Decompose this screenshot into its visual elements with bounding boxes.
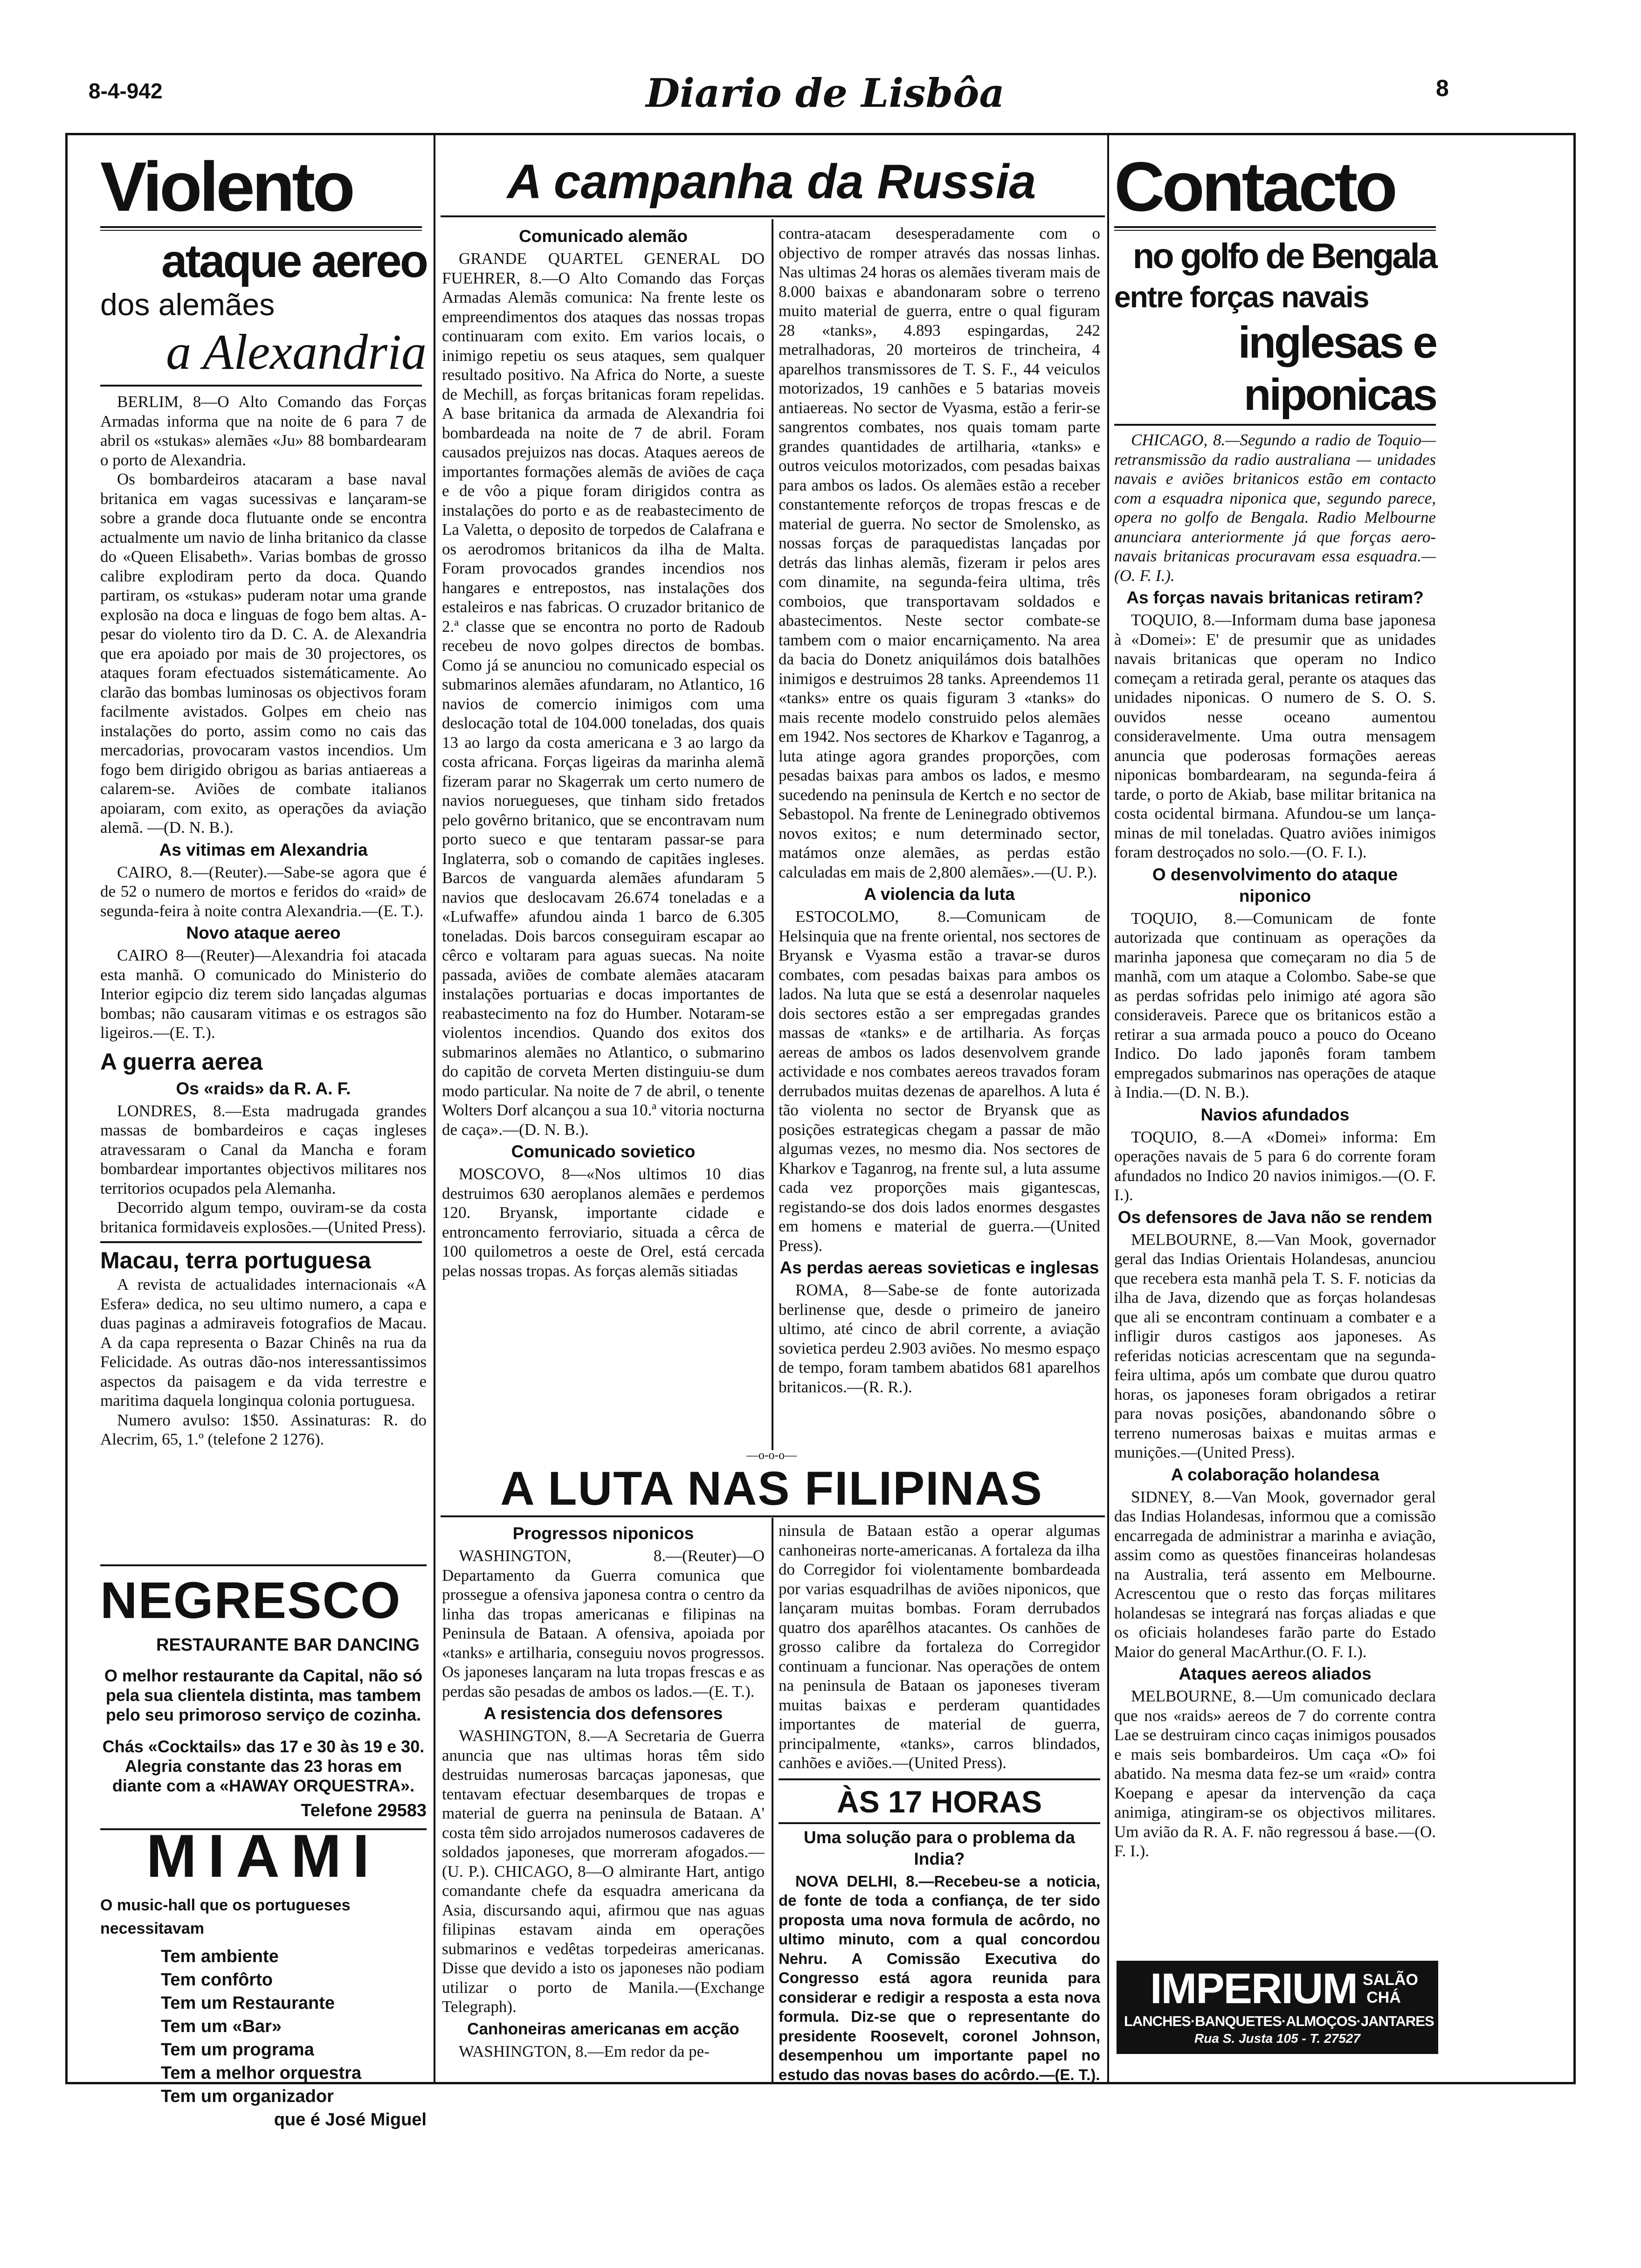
subheading: As vitimas em Alexandria — [159, 840, 368, 859]
subheading: A colaboração holandesa — [1171, 1465, 1379, 1484]
russia-column-1 — [442, 224, 765, 1280]
separator: —o-o-o— — [746, 1448, 797, 1462]
left-column — [100, 147, 427, 1449]
article-paragraph: GRANDE QUARTEL GENERAL DO FUEHRER, 8.—O Alto Comando das Forças Armadas Alemãs comunica: Na frente leste os empreendimentos dos ataques das nossas tropas continuaram com exito. Em varios locais, o inimigo repetiu os seus ataques, sem qualquer resultado positivo. Na Africa do Norte, a sueste de Mechill, as forças britanicas foram repelidas. A base britanica da armada de Alexandria foi bombardeada na noite de 7 de abril. Foram causados prejuizos nas docas. Ataques aereos de importantes formações alemãs de aviões de caça e de vôo a pique foram dirigidos contra as instalações do porto e as de reabastecimento de La Valetta, o deposito de torpedos de Calafrana e os aerodromos britanicos da ilha de Malta. Foram provocados grandes incendios nos hangares e entrepostos, nas instalações dos estaleiros e nas fabricas. O cruzador britanico de 2.ª classe que se encontra no porto de Radoub recebeu de novo golpes directos de bombas. Como já se anunciou no comunicado especial os submarinos alemães afundaram, no Atlantico, 16 navios de comercio inimigos com uma deslocação total de 104.000 toneladas, dos quais 13 ao largo da costa americana e 3 ao largo da costa africana. Forças ligeiras da marinha alemã fizeram parar no Skagerrak um certo numero de navios noruegueses, que tinham sido fretados pelo govêrno britanico, que se encontravam num porto sueco e que tentaram passar-se para Inglaterra, sob o comando de capitães ingleses. Barcos de vanguarda alemães afundaram 5 navios que deslocavam 26.674 toneladas e a «Lufwaffe» afundou ainda 1 barco de 6.305 toneladas. Dois barcos conseguiram escapar ao cêrco e voltaram para aguas suecas. Na noite passada, aviões de combate alemães atacaram instalações portuarias e docas importantes de reabastecimento na foz do Humber. Notaram-se violentos incendios. Quando dos exitos dos submarinos alemães no Atlantico, o submarino do capitão de corveta Merten distinguiu-se dum modo particular. Na noite de 7 de abril, o tenente Wolters Dorf alcançou a sua 10.ª vitoria nocturna de caça».—(D. N. B.). — [442, 249, 765, 1139]
subheading: Progressos niponicos — [512, 1524, 694, 1543]
article-paragraph: Numero avulso: 1$50. Assinaturas: R. do Alecrim, 65, 1.º (telefone 2 1276). — [100, 1411, 427, 1448]
article-paragraph: WASHINGTON, 8.—(Reuter)—O Departamento da Guerra comunica que prossegue a ofensiva japonesa contra o centro da linha das tropas americanas e filipinas na Peninsula de Bataan. A ofensiva, apoiada por «tanks» e artilharia, conseguiu novos progressos. Os japoneses lançaram na luta tropas frescas e as perdas são pesadas de ambos os lados.—(E. T.). — [442, 1547, 765, 1701]
article-paragraph: A revista de actualidades internacionais «A Esfera» dedica, no seu ultimo numero, a capa e duas paginas a admiraveis fotografios de Macau. A da capa representa o Bazar Chinês na rua da Felicidade. As outras dão-nos interessantissimos aspectos da paisagem e da vida terrestre e maritima daquela longinqua colonia portuguesa. — [100, 1275, 427, 1410]
negresco-text: Chás «Cocktails» das 17 e 30 às 19 e 30. Alegria constante das 23 horas em diante com a «HAWAY ORQUESTRA». — [102, 1737, 425, 1795]
miami-title: MIAMI — [146, 1822, 381, 1890]
imperium-ad — [1117, 1961, 1438, 2054]
rule — [441, 1515, 1105, 1517]
right-column — [1114, 147, 1436, 1861]
subheading: A violencia da luta — [864, 885, 1015, 904]
subheading: Os «raids» da R. A. F. — [176, 1079, 351, 1098]
subheading: Novo ataque aereo — [186, 923, 341, 942]
subheading: Os defensores de Java não se rendem — [1117, 1207, 1433, 1227]
subheading: Ataques aereos aliados — [1179, 1664, 1372, 1683]
article-paragraph: Decorrido algum tempo, ouviram-se da costa britanica formidaveis explosões.—(United Press). — [100, 1198, 427, 1236]
miami-item: Tem um Restaurante — [161, 1993, 335, 2013]
page-number: 8 — [1436, 75, 1449, 101]
article-paragraph: SIDNEY, 8.—Van Mook, governador geral das Indias Holandesas, informou que a comissão encarregada de administrar a marinha e aviação, assim como as questões financeiras holandesas na Australia, terá assento em Melbourne. Acrescentou que o resto das forças militares holandesas se integrará nas forças aliadas e que os oficiais holandeses farão parte do Estado Maior do general MacArthur.(O. F. I.). — [1114, 1487, 1436, 1661]
rule — [100, 226, 422, 228]
headline-17-horas: ÀS 17 HORAS — [836, 1784, 1042, 1819]
article-paragraph: CAIRO 8—(Reuter)—Alexandria foi atacada esta manhã. O comunicado do Ministerio do Interior egipcio diz terem sido lançadas algumas bombas; não causaram vitimas e os estragos são ligeiros.—(E. T.). — [100, 946, 427, 1042]
article-paragraph: TOQUIO, 8.—Comunicam de fonte autorizada que continuam as operações da marinha japonesa que começaram no dia 5 de manhã, com um ataque a Colombo. Sabe-se que as perdas sofridas pelo inimigo até agora são consideraveis. Parece que os britanicos estão a retirar a sua armada pouco a pouco do Oceano Indico. Do lado japonês foram tambem empregados submarinos nas operações de ataque à India.—(D. N. B.). — [1114, 909, 1436, 1101]
headline-dos-alemaes: dos alemães — [100, 287, 275, 322]
article-paragraph: MELBOURNE, 8.—Van Mook, governador geral das Indias Orientais Holandesas, anunciou que recebera esta manhã pela T. S. F. noticias da ilha de Java, dizendo que as forças holandesas que ali se encontram continuam a combater e a infligir duros castigos aos japoneses. As referidas noticias acrescentam que na segunda-feira ultima, após um combate que durou quatro horas, os japoneses foram obrigados a retirar para novas posições, abandonando sôbre o terreno numerosas baixas e muitas armas e munições.—(United Press). — [1114, 1230, 1436, 1461]
article-paragraph: NOVA DELHI, 8.—Recebeu-se a noticia, de fonte de toda a confiança, de ter sido proposta uma nova formula de acôrdo, no ultimo minuto, com a qual concordou Nehru. A Comissão Executiva do Congresso está agora reunida para considerar e redigir a resposta a esta nova formula. Diz-se que o representante do presidente Roosevelt, coronel Johnson, desempenhou um importante papel no estudo das novas bases do acôrdo.—(E. T.). — [779, 1872, 1100, 2083]
rule — [441, 215, 1105, 217]
imperium-subtitle: LANCHES·BANQUETES·ALMOÇOS·JANTARES — [1124, 2013, 1434, 2029]
imperium-address: Rua S. Justa 105 - T. 27527 — [1194, 2031, 1360, 2046]
article-paragraph: ROMA, 8—Sabe-se de fonte autorizada berlinense que, desde o primeiro de janeiro ultimo, até cinco de abril corrente, a aviação sovietica perdeu 2.903 aviões. No mesmo espaço de tempo, foram tambem abatidos 681 aparelhos britanicos.—(R. R.). — [779, 1281, 1100, 1396]
imperium-side: SALÃO CHÁ — [1363, 1971, 1418, 2006]
headline-macau: Macau, terra portuguesa — [100, 1247, 371, 1273]
article-paragraph: ninsula de Bataan estão a operar algumas canhoneiras norte-americanas. A fortaleza da ilha do Corregidor foi violentamente bombardeada por varias esquadrilhas de aviões niponicos, que lançaram muitas bombas. Foram derrubados quatro dos aparêlhos atacantes. Os canhões de grosso calibre da fortaleza do Corregidor continuam a funcionar. Nas operações de ontem na peninsula de Bataan os japoneses tiveram muitas baixas e perderam quantidades importantes de material de guerra, principalmente, «tanks», carros blindados, canhões e aviões.—(United Press). — [779, 1521, 1100, 1772]
rule — [1114, 424, 1436, 426]
rule — [100, 1241, 422, 1243]
miami-item: Tem um programa — [161, 2040, 314, 2060]
negresco-text: O melhor restaurante da Capital, não só pela sua clientela distinta, mas tambem pelo seu primoroso serviço de cozinha. — [104, 1666, 423, 1724]
subheading: Comunicado alemão — [519, 227, 688, 246]
column-divider — [1107, 135, 1109, 2082]
rule — [779, 1822, 1100, 1824]
masthead-title: Diario de Lisbôa — [646, 70, 1005, 116]
article-paragraph: MOSCOVO, 8—«Nos ultimos 10 dias destruimos 630 aeroplanos alemães e perdemos 120. Bryansk, importante cidade e entroncamento ferroviario, situada a cêrca de 100 quilometros a oeste de Orel, está cercada pelas nossas tropas. As forças alemãs sitiadas — [442, 1165, 765, 1280]
article-paragraph: TOQUIO, 8.—Informam duma base japonesa à «Domei»: E' de presumir que as unidades navais britanicas que operam no Indico começam a retirada geral, perante os ataques das unidades niponicas. O numero de S. O. S. ouvidos nesse oceano aumentou consideravelmente. Uma outra mensagem anuncia que poderosas formações aereas niponicas bombardearam, na segunda-feira á tarde, o porto de Akiab, base militar britanica na costa ocidental birmana. Afundou-se um lança-minas de mil toneladas. Quatro aviões inimigos foram destroçados no solo.—(O. F. I.). — [1114, 611, 1436, 861]
rule — [100, 230, 422, 231]
miami-item: Tem um «Bar» — [161, 2017, 282, 2036]
rule — [100, 385, 422, 387]
subheading: Navios afundados — [1200, 1105, 1350, 1124]
article-paragraph: ESTOCOLMO, 8.—Comunicam de Helsinquia que na frente oriental, nos sectores de Bryansk e Vyasma estão a travar-se duros combates, com pesadas baixas para ambos os lados. Na luta que se está a desenrolar naqueles dois sectores estão a ser empregadas grandes massas de «tanks» e de artilharia. As forças aereas de ambos os lados desenvolvem grande actividade e nos combates aereos travados foram derrubados muitas dezenas de aparelhos. A luta é tão violenta no sector de Bryansk que as posições estrategicas chegam a passar de mão algumas vezes, no mesmo dia. Nos sectores de Kharkov e Taganrog, na frente sul, a luta assume cada vez proporções mais gigantescas, registando-se dos dois lados enormes desgastes em homens e material de guerra.—(United Press). — [779, 907, 1100, 1255]
column-divider — [772, 1518, 773, 2082]
miami-ad — [100, 1821, 427, 2131]
negresco-phone: Telefone 29583 — [301, 1801, 427, 1820]
russia-column-2 — [779, 224, 1100, 1397]
rule — [100, 1564, 427, 1566]
headline-luta-filipinas: A LUTA NAS FILIPINAS — [500, 1462, 1043, 1515]
article-paragraph: Os bombardeiros atacaram a base naval britanica em vagas sucessivas e lançaram-se sobre a grande doca flutuante onde se encontra actualmente um navio de linha britanico da classe do «Queen Elisabeth». Varias bombas de grosso calibre explodiram perto da doca. Quando partiram, os «stukas» puderam notar uma grande explosão na doca e linguas de fogo bem altas. A-pesar do violento tiro da D. C. A. de Alexandria que era apoiado por mais de 30 projectores, os ataques foram efectuados sistemáticamente. Ao clarão das bombas luminosas os objectivos foram facilmente avistados. Golpes em cheio nas instalações do porto, assim como no cais das mercadorias, provocaram vastos incendios. Um fogo bem dirigido obrigou as barias antiaereas a calarem-se. Aviões de combate italianos apoiaram, com exito, as operações da aviação alemã. —(D. N. B.). — [100, 470, 427, 837]
article-paragraph: contra-atacam desesperadamente com o objectivo de romper através das nossas linhas. Nas ultimas 24 horas os alemães tiveram mais de 8.000 baixas e abandonaram sobre o terreno muito material de guerra, entre o qual figuram 28 «tanks», 4.893 espingardas, 242 metralhadoras, 20 morteiros de trincheira, 4 aparelhos transmissores de T. S. F., 44 veiculos motorizados, 19 canhões e 5 batarias moveis antiaereas. No sector de Vyasma, estão a ferir-se sangrentos combates, nos quais tomam parte grandes quantidades de artilharia, «tanks» e outros veiculos motorizados, com pesadas baixas para ambos os lados. Os alemães estão a receber constantemente reforços de tropas frescas e de material de guerra. No sector de Smolensko, as nossas forças de paraquedistas lançadas por detrás das linhas alemãs, fizeram ir pelos ares com dinamite, na segunda-feira ultima, três comboios, que transportavam soldados e abastecimentos. Neste sector combate-se tambem com o maior encarniçamento. Na area da bacia do Donetz aniquilámos dois batalhões inimigos e destruimos 28 tanks. Apreendemos 11 «tanks» entre os quais figuram 3 «tanks» do mais recente modelo construido pelos alemães em 1942. Nos sectores de Kharkov e Taganrog, a luta atinge agora grandes proporções, com pesadas baixas para ambos os lados, e mesmo sucedendo na peninsula de Kertch e no sector de Sebastopol. Na frente de Leninegrado obtivemos novos exitos; e num determinado sector, matámos onze alemães, as perdas estão calculadas em mais de 2,800 alemães».—(U. P.). — [779, 224, 1100, 881]
subheading: As forças navais britanicas retiram? — [1126, 588, 1424, 607]
article-paragraph: LONDRES, 8.—Esta madrugada grandes massas de bombardeiros e caças ingleses atravessaram o Canal da Mancha e foram bombardear importantes objectivos militares nos territorios ocupados pela Alemanha. — [100, 1101, 427, 1197]
article-paragraph: TOQUIO, 8.—A «Domei» informa: Em operações navais de 5 para 6 do corrente foram afundados no Indico 20 navios inimigos.—(O. F. I.). — [1114, 1127, 1436, 1204]
headline-golfo-bengala: no golfo de Bengala — [1132, 236, 1436, 276]
negresco-subtitle: RESTAURANTE BAR DANCING — [156, 1635, 420, 1655]
filipinas-column-2 — [779, 1521, 1100, 2084]
miami-subtitle: O music-hall que os portugueses necessitavam — [100, 1896, 351, 1937]
article-paragraph: CAIRO, 8.—(Reuter).—Sabe-se agora que é de 52 o numero de mortos e feridos do «raid» de segunda-feira à noite contra Alexandria.—(E. T.). — [100, 863, 427, 920]
rule — [779, 1778, 1100, 1780]
miami-item: Tem confôrto — [161, 1970, 273, 1990]
article-paragraph: WASHINGTON, 8.—Em redor da pe- — [459, 2042, 710, 2061]
headline-violento: Violento — [100, 147, 352, 226]
subheading: Comunicado sovietico — [511, 1142, 696, 1161]
subheading: Canhoneiras americanas em acção — [467, 2019, 739, 2038]
headline-ataque-aereo: ataque aereo — [161, 235, 427, 287]
headline-guerra-aerea: A guerra aerea — [100, 1048, 263, 1075]
subheading: O desenvolvimento do ataque niponico — [1152, 864, 1398, 906]
article-paragraph: BERLIM, 8—O Alto Comando das Forças Armadas informa que na noite de 6 para 7 de abril os «stukas» alemães «Ju» 88 bombardearam o porto de Alexandria. — [100, 393, 427, 469]
issue-date: 8-4-942 — [89, 79, 163, 103]
headline-inglesas-niponicas: inglesas e niponicas — [1238, 318, 1436, 420]
miami-item: Tem um organizador — [161, 2087, 334, 2106]
rule — [1114, 230, 1436, 231]
negresco-title: NEGRESCO — [100, 1572, 401, 1629]
column-divider — [434, 135, 435, 2082]
headline-contacto: Contacto — [1114, 147, 1395, 226]
miami-item: Tem ambiente — [161, 1947, 279, 1966]
miami-item: que é José Miguel — [274, 2110, 427, 2130]
headline-a-alexandria: a Alexandria — [166, 325, 427, 380]
column-divider — [772, 219, 773, 1450]
article-paragraph: CHICAGO, 8.—Segundo a radio de Toquio—retransmissão da radio australiana — unidades navais e aviões britanicos estão em contacto com a esquadra niponica que, segundo parece, opera no golfo de Bengala. Radio Melbourne anunciara anteriormente já que forças aero-navais britanicas procuravam essa esquadra.—(O. F. I.). — [1114, 431, 1436, 585]
miami-list — [100, 1945, 427, 2131]
filipinas-column-1 — [442, 1521, 765, 2061]
article-paragraph: MELBOURNE, 8.—Um comunicado declara que nos «raids» aereos de 7 do corrente contra Lae se destruiram cinco caças inimigos pousados e mais seis bombardeiros. Um caça «O» foi abatido. Na mesma data fez-se um «raid» contra Koepang e apesar da intervenção da caça animiga, atingiram-se os objectivos militares. Um avião da R. A. F. não regressou á base.—(O. F. I.). — [1114, 1687, 1436, 1860]
subheading: A resistencia dos defensores — [483, 1704, 723, 1723]
headline-campanha-russia: A campanha da Russia — [507, 155, 1036, 209]
imperium-title: IMPERIUM — [1150, 1965, 1357, 2012]
article-paragraph: WASHINGTON, 8.—A Secretaria de Guerra anuncia que nas ultimas horas têm sido destruidas numerosas barcaças japonesas, que tentavam efectuar desembarques de tropas e material de guerra na peninsula de Bataan. A' costa têm sido arrojados numerosos cadaveres de soldados japoneses, que morreram afogados.—(U. P.). CHICAGO, 8—O almirante Hart, antigo comandante chefe da esquadra americana da Asia, discursando aqui, afirmou que nas aguas filipinas estavam ainda em operações submarinos e vedêtas torpedeiras americanas. Disse que devido a isto os japoneses não podiam utilizar o porto de Manila.—(Exchange Telegraph). — [442, 1727, 765, 2016]
miami-item: Tem a melhor orquestra — [161, 2063, 362, 2083]
subheading: Uma solução para o problema da India? — [804, 1827, 1075, 1868]
rule — [1114, 226, 1436, 228]
negresco-ad — [100, 1564, 427, 1830]
headline-forcas-navais: entre forças navais — [1114, 280, 1369, 314]
subheading: As perdas aereas sovieticas e inglesas — [779, 1258, 1099, 1277]
